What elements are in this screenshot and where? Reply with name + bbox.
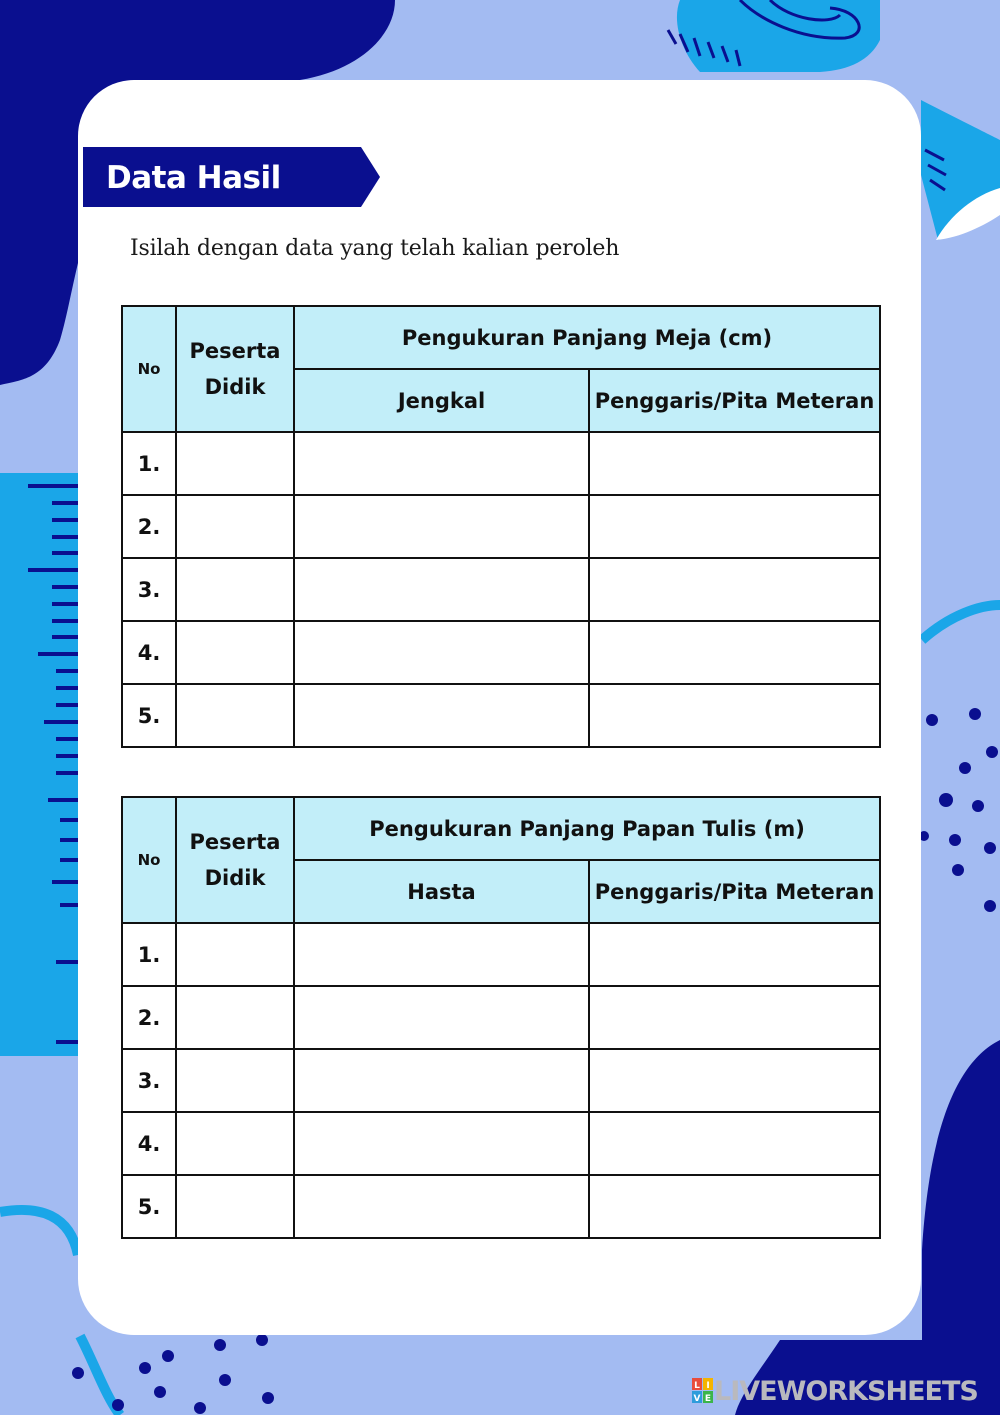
- row-number: 2.: [122, 495, 176, 558]
- peserta-cell[interactable]: [176, 923, 294, 986]
- header-penggaris: Penggaris/Pita Meteran: [589, 860, 880, 923]
- svg-text:I: I: [706, 1381, 710, 1391]
- penggaris-cell[interactable]: [589, 684, 880, 747]
- header-peserta-didik: Peserta Didik: [176, 306, 294, 432]
- liveworksheets-watermark[interactable]: [692, 1373, 978, 1409]
- penggaris-cell[interactable]: [589, 432, 880, 495]
- hasta-cell[interactable]: [294, 986, 589, 1049]
- row-number: 3.: [122, 1049, 176, 1112]
- table-row: [122, 1175, 880, 1238]
- peserta-cell[interactable]: [176, 986, 294, 1049]
- hasta-cell[interactable]: [294, 1049, 589, 1112]
- svg-text:V: V: [693, 1394, 701, 1404]
- peserta-cell[interactable]: [176, 1112, 294, 1175]
- penggaris-cell[interactable]: [589, 1112, 880, 1175]
- jengkal-cell[interactable]: [294, 432, 589, 495]
- row-number: 5.: [122, 1175, 176, 1238]
- row-number: 2.: [122, 986, 176, 1049]
- jengkal-cell[interactable]: [294, 495, 589, 558]
- table-row: [122, 558, 880, 621]
- svg-text:L: L: [694, 1381, 700, 1391]
- table-papan-tulis: [121, 796, 881, 1239]
- liveworksheets-logo-icon: [692, 1378, 714, 1404]
- table-row: [122, 1049, 880, 1112]
- jengkal-cell[interactable]: [294, 684, 589, 747]
- header-jengkal: Jengkal: [294, 369, 589, 432]
- ruler-icon: [0, 473, 78, 1056]
- penggaris-cell[interactable]: [589, 495, 880, 558]
- penggaris-cell[interactable]: [589, 1175, 880, 1238]
- row-number: 4.: [122, 621, 176, 684]
- watermark-text: LIVEWORKSHEETS: [714, 1375, 978, 1407]
- peserta-cell[interactable]: [176, 495, 294, 558]
- peserta-cell[interactable]: [176, 621, 294, 684]
- header-measurement: Pengukuran Panjang Papan Tulis (m): [294, 797, 880, 860]
- header-hasta: Hasta: [294, 860, 589, 923]
- penggaris-cell[interactable]: [589, 1049, 880, 1112]
- header-no: No: [122, 797, 176, 923]
- svg-text:E: E: [704, 1394, 712, 1404]
- table-row: [122, 684, 880, 747]
- penggaris-cell[interactable]: [589, 621, 880, 684]
- peserta-cell[interactable]: [176, 684, 294, 747]
- row-number: 5.: [122, 684, 176, 747]
- header-measurement: Pengukuran Panjang Meja (cm): [294, 306, 880, 369]
- hasta-cell[interactable]: [294, 1175, 589, 1238]
- peserta-cell[interactable]: [176, 1175, 294, 1238]
- table-meja: [121, 305, 881, 748]
- peserta-cell[interactable]: [176, 558, 294, 621]
- banner-title: Data Hasil: [106, 160, 281, 196]
- row-number: 3.: [122, 558, 176, 621]
- hasta-cell[interactable]: [294, 923, 589, 986]
- header-penggaris: Penggaris/Pita Meteran: [589, 369, 880, 432]
- hasta-cell[interactable]: [294, 1112, 589, 1175]
- jengkal-cell[interactable]: [294, 558, 589, 621]
- row-number: 4.: [122, 1112, 176, 1175]
- header-peserta-didik: Peserta Didik: [176, 797, 294, 923]
- table-row: [122, 923, 880, 986]
- jengkal-cell[interactable]: [294, 621, 589, 684]
- table-row: [122, 1112, 880, 1175]
- table-row: [122, 495, 880, 558]
- row-number: 1.: [122, 432, 176, 495]
- table-row: [122, 621, 880, 684]
- table-row: [122, 432, 880, 495]
- header-no: No: [122, 306, 176, 432]
- penggaris-cell[interactable]: [589, 923, 880, 986]
- peserta-cell[interactable]: [176, 432, 294, 495]
- row-number: 1.: [122, 923, 176, 986]
- peserta-cell[interactable]: [176, 1049, 294, 1112]
- penggaris-cell[interactable]: [589, 558, 880, 621]
- instruction-text: Isilah dengan data yang telah kalian peroleh: [130, 236, 620, 261]
- penggaris-cell[interactable]: [589, 986, 880, 1049]
- table-row: [122, 986, 880, 1049]
